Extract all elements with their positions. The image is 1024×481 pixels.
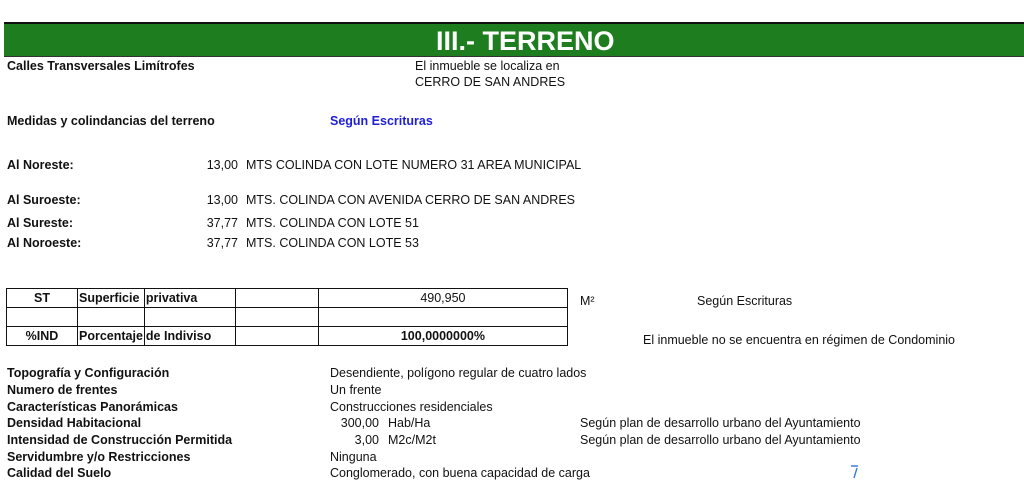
calles-line1: El inmueble se localiza en bbox=[415, 59, 560, 73]
dens-num: 300,00 bbox=[340, 416, 379, 430]
int-label: Intensidad de Construcción Permitida bbox=[7, 433, 233, 447]
empty-cell bbox=[144, 308, 235, 327]
calles-line2: CERRO DE SAN ANDRES bbox=[415, 75, 566, 89]
st-unit: M² bbox=[580, 294, 595, 308]
panor-value: Construcciones residenciales bbox=[330, 400, 493, 414]
section-title: III.- TERRENO bbox=[436, 26, 615, 56]
colindancia-desc: MTS. COLINDA CON AVENIDA CERRO DE SAN ANDRES bbox=[246, 193, 576, 207]
topo-label: Topografía y Configuración bbox=[7, 366, 170, 380]
dens-label: Densidad Habitacional bbox=[7, 416, 142, 430]
colindancia-desc: MTS. COLINDA CON LOTE 53 bbox=[246, 236, 419, 250]
st-label-2: privativa bbox=[144, 289, 235, 308]
st-value: 490,950 bbox=[318, 289, 567, 308]
colindancia-value: 37,77 bbox=[206, 236, 238, 250]
dens-unit: Hab/Ha bbox=[388, 416, 431, 430]
int-unit: M2c/M2t bbox=[388, 433, 436, 447]
colindancia-dir: Al Noreste: bbox=[7, 158, 74, 172]
colindancia-value: 13,00 bbox=[206, 193, 238, 207]
superficie-table bbox=[6, 288, 568, 346]
panor-label: Características Panorámicas bbox=[7, 400, 178, 414]
calles-label: Calles Transversales Limítrofes bbox=[7, 59, 195, 73]
frentes-value: Un frente bbox=[330, 383, 382, 397]
colindancia-dir: Al Suroeste: bbox=[7, 193, 81, 207]
colindancia-dir: Al Noroeste: bbox=[7, 236, 82, 250]
empty-cell bbox=[235, 308, 318, 327]
empty-cell bbox=[235, 327, 318, 346]
colindancia-value: 37,77 bbox=[206, 216, 238, 230]
ind-value: 100,0000000% bbox=[318, 327, 567, 346]
dens-note: Según plan de desarrollo urbano del Ayuntamiento bbox=[580, 416, 861, 430]
ind-code: %IND bbox=[7, 327, 78, 346]
int-note: Según plan de desarrollo urbano del Ayuntamiento bbox=[580, 433, 861, 447]
st-label-1: Superficie bbox=[78, 289, 145, 308]
serv-label: Servidumbre y/o Restricciones bbox=[7, 450, 191, 464]
suelo-value: Conglomerado, con buena capacidad de carga bbox=[330, 466, 590, 480]
serv-value: Ninguna bbox=[330, 450, 377, 464]
suelo-label: Calidad del Suelo bbox=[7, 466, 112, 480]
ind-label-1: Porcentaje bbox=[78, 327, 145, 346]
empty-cell bbox=[235, 289, 318, 308]
frentes-label: Numero de frentes bbox=[7, 383, 118, 397]
int-num: 3,00 bbox=[354, 433, 379, 447]
ind-label-2: de Indiviso bbox=[144, 327, 235, 346]
st-code: ST bbox=[7, 289, 78, 308]
medidas-label: Medidas y colindancias del terreno bbox=[7, 114, 215, 128]
section-banner bbox=[4, 22, 1024, 57]
colindancia-desc: MTS. COLINDA CON LOTE 51 bbox=[246, 216, 419, 230]
empty-cell bbox=[7, 308, 78, 327]
empty-cell bbox=[318, 308, 567, 327]
empty-cell bbox=[78, 308, 145, 327]
colindancia-value: 13,00 bbox=[206, 158, 238, 172]
pen-mark-icon bbox=[848, 464, 862, 480]
ind-note: El inmueble no se encuentra en régimen de Condominio bbox=[643, 333, 955, 347]
topo-value: Desendiente, polígono regular de cuatro lados bbox=[330, 366, 587, 380]
colindancia-dir: Al Sureste: bbox=[7, 216, 73, 230]
medidas-source: Según Escrituras bbox=[330, 114, 433, 128]
st-source: Según Escrituras bbox=[697, 294, 793, 308]
colindancia-desc: MTS COLINDA CON LOTE NUMERO 31 AREA MUNICIPAL bbox=[246, 158, 582, 172]
